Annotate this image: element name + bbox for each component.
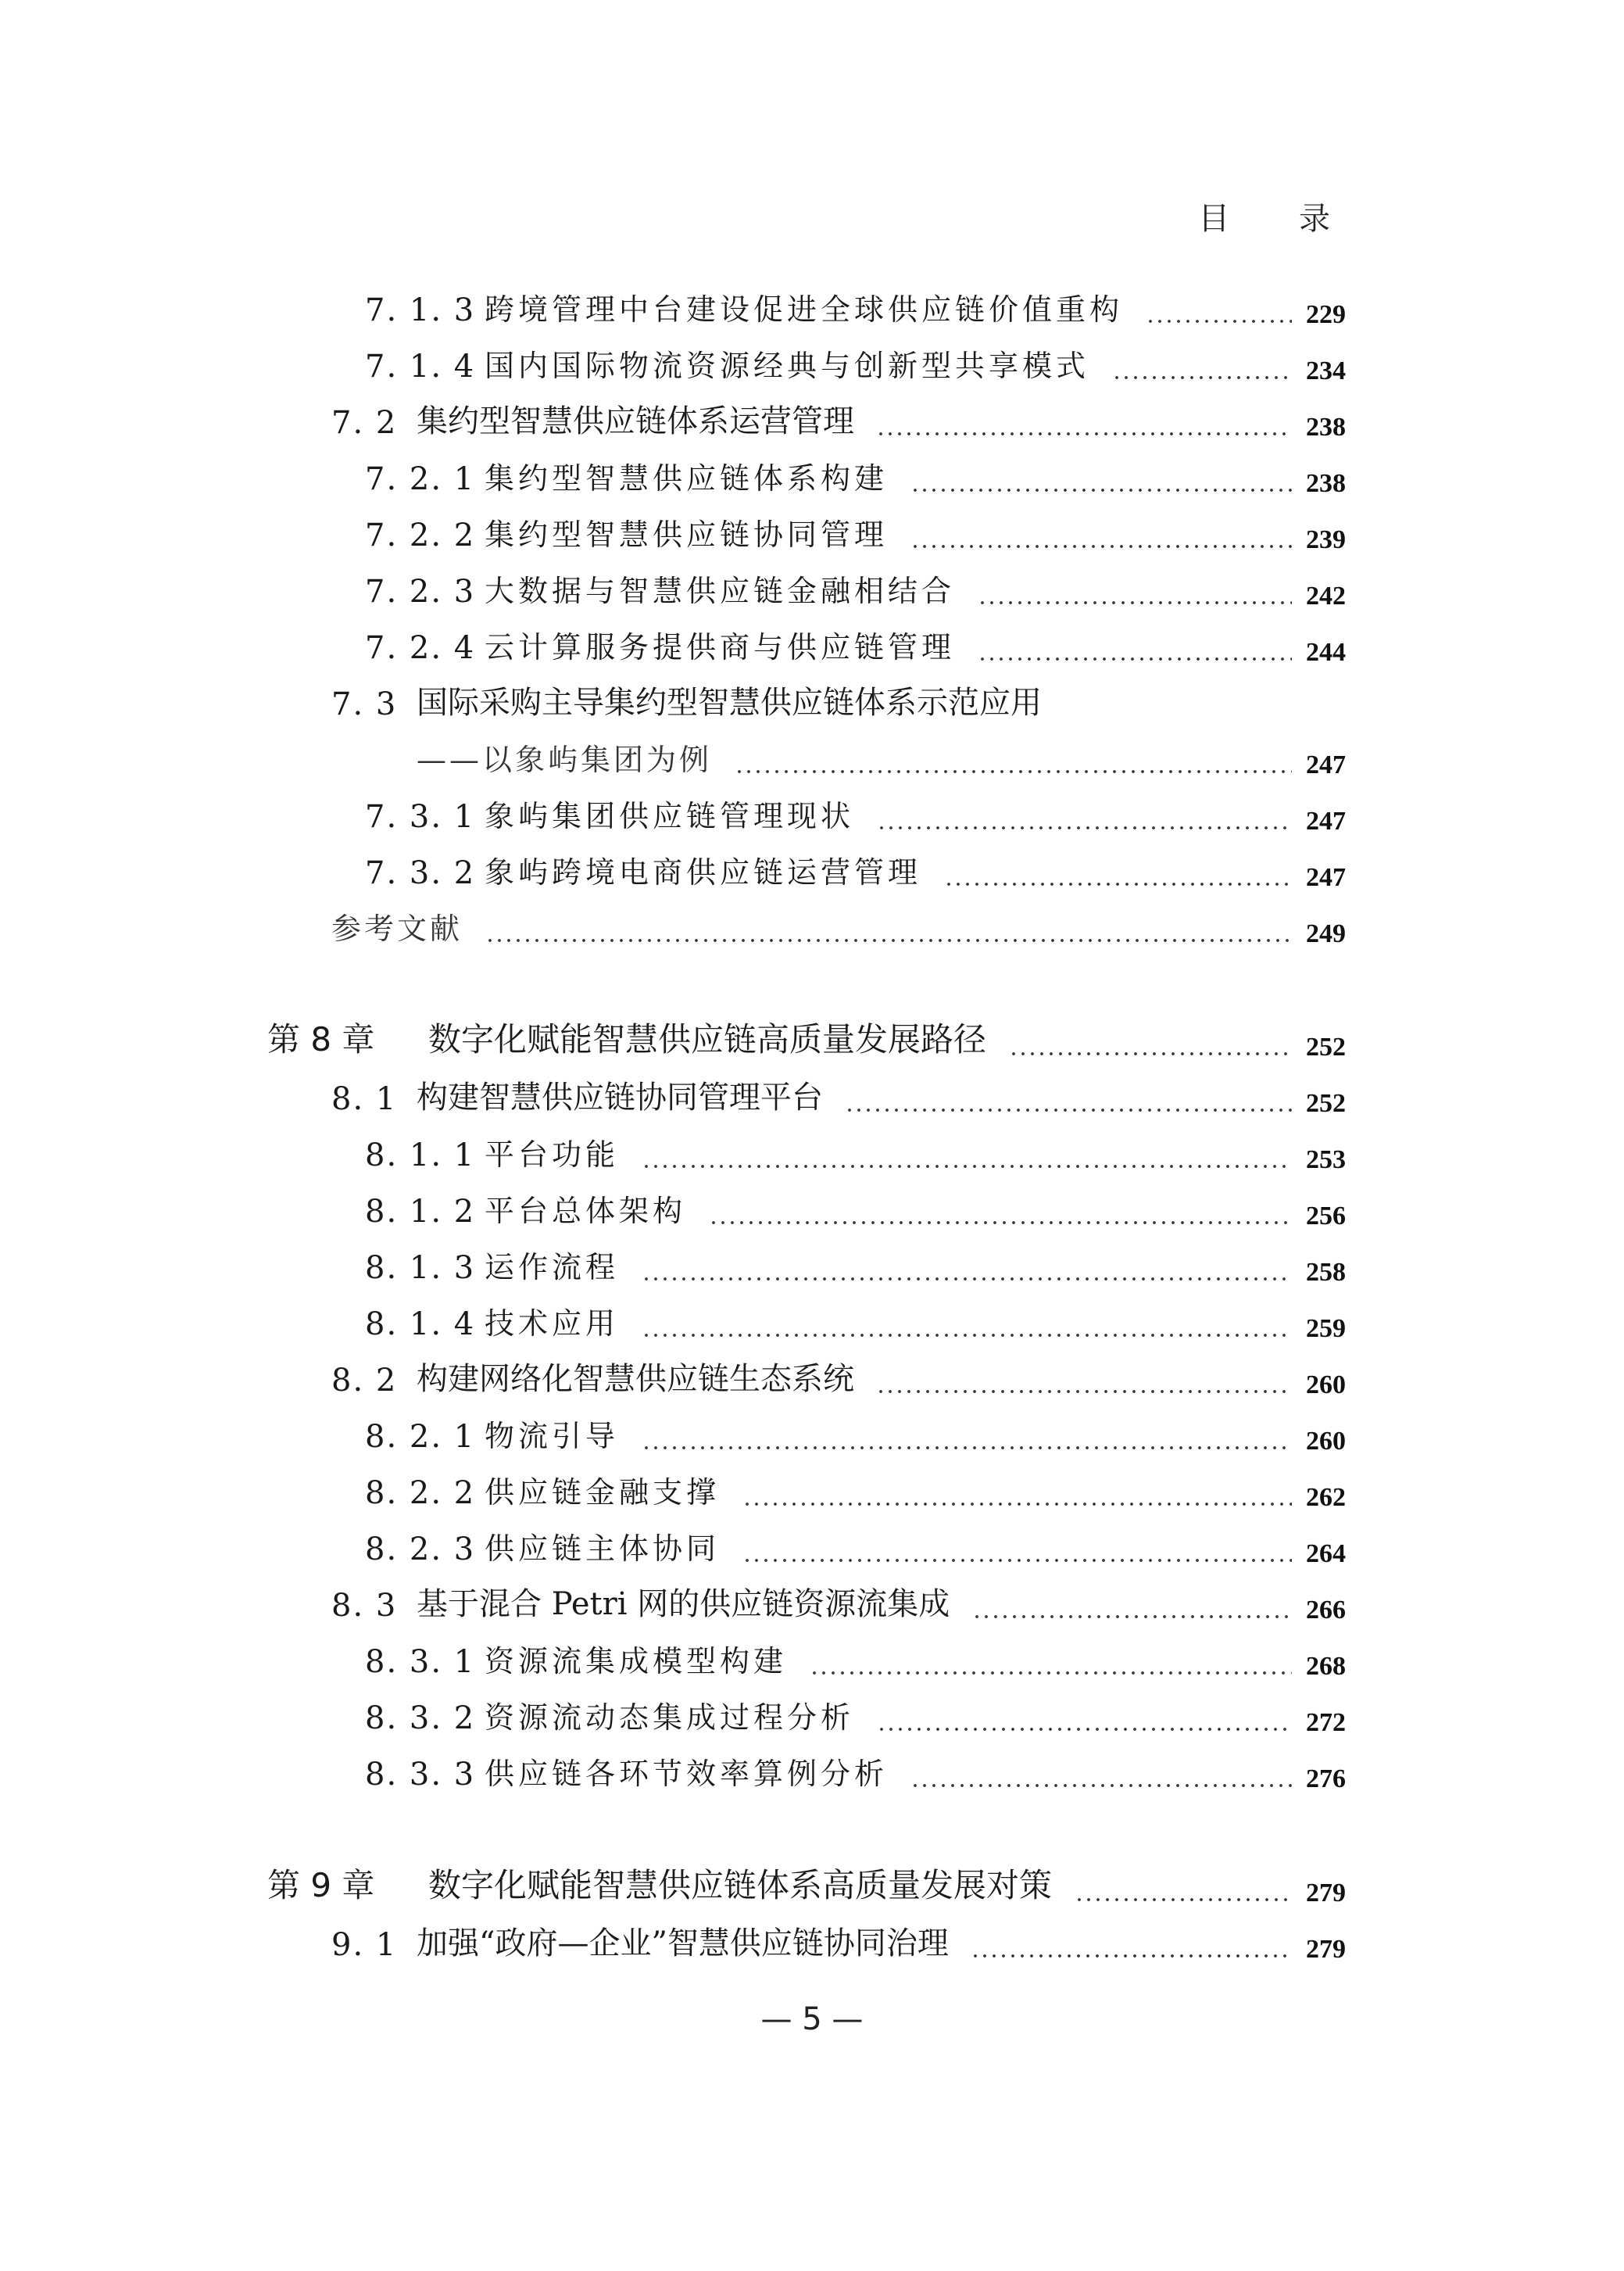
toc-entry-title: 集约型智慧供应链体系运营管理 bbox=[417, 403, 854, 439]
dot-leader bbox=[910, 544, 1292, 549]
toc-entry[interactable] bbox=[0, 843, 1624, 899]
dot-leader bbox=[709, 1220, 1292, 1225]
toc-entry[interactable] bbox=[0, 1406, 1624, 1463]
toc-entry-page: 234 bbox=[1306, 356, 1346, 385]
toc-entry-number: 7. 3. 1 bbox=[365, 799, 476, 835]
toc-entry-number: 8. 1. 4 bbox=[365, 1306, 476, 1342]
toc-entry-number: 7. 2. 3 bbox=[365, 574, 476, 610]
toc-entry[interactable] bbox=[0, 1632, 1624, 1688]
toc-entry-title: 云计算服务提供商与供应链管理 bbox=[485, 630, 956, 664]
dot-leader bbox=[877, 1727, 1292, 1732]
toc-entry-number: 8. 2. 1 bbox=[365, 1419, 476, 1455]
toc-entry[interactable] bbox=[0, 1012, 1624, 1069]
toc-entry-page: 272 bbox=[1306, 1708, 1346, 1737]
toc-entry-title: 大数据与智慧供应链金融相结合 bbox=[485, 574, 956, 608]
toc-entry-title: 运作流程 bbox=[485, 1250, 620, 1284]
toc-entry-page: 264 bbox=[1306, 1539, 1346, 1568]
toc-entry-title: 平台功能 bbox=[485, 1137, 620, 1172]
toc-entry-title: 构建网络化智慧供应链生态系统 bbox=[417, 1361, 854, 1397]
toc-entry-page: 260 bbox=[1306, 1427, 1346, 1456]
toc-entry-page: 253 bbox=[1306, 1145, 1346, 1174]
toc-entry[interactable] bbox=[0, 336, 1624, 392]
toc-entry-page: 247 bbox=[1306, 863, 1346, 892]
toc-entry-number: 8. 2. 3 bbox=[365, 1531, 476, 1567]
toc-entry-number: 7. 1. 4 bbox=[365, 349, 476, 385]
toc-entry[interactable] bbox=[0, 1575, 1624, 1632]
toc-entry-number: 8. 1. 2 bbox=[365, 1194, 476, 1230]
toc-entry-title: 国内国际物流资源经典与创新型共享模式 bbox=[485, 349, 1090, 383]
dot-leader bbox=[642, 1164, 1292, 1169]
toc-entry-number: 第 9 章 bbox=[267, 1866, 375, 1904]
toc-entry[interactable] bbox=[0, 730, 1624, 786]
toc-entry-number: 8. 1. 3 bbox=[365, 1250, 476, 1286]
toc-entry-number: 7. 2. 2 bbox=[365, 518, 476, 553]
toc-entry[interactable] bbox=[0, 1519, 1624, 1575]
page-number: — 5 — bbox=[760, 2001, 864, 2037]
toc-entry-page: 262 bbox=[1306, 1483, 1346, 1512]
toc-entry-title: 基于混合 Petri 网的供应链资源流集成 bbox=[417, 1586, 950, 1622]
dot-leader bbox=[1009, 1051, 1292, 1056]
toc-entry-page: 244 bbox=[1306, 638, 1346, 667]
toc-entry-page: 256 bbox=[1306, 1202, 1346, 1230]
toc-entry-page: 258 bbox=[1306, 1258, 1346, 1287]
toc-entry-page: 239 bbox=[1306, 525, 1346, 554]
dot-leader bbox=[978, 657, 1292, 661]
toc-entry-title: 供应链主体协同 bbox=[485, 1531, 721, 1566]
toc-entry-page: 242 bbox=[1306, 582, 1346, 611]
toc-entry[interactable] bbox=[0, 561, 1624, 618]
toc-entry-page: 238 bbox=[1306, 469, 1346, 498]
toc-entry[interactable] bbox=[0, 505, 1624, 561]
toc-entry-number: 8. 3. 2 bbox=[365, 1700, 476, 1736]
toc-entry-number: 8. 1 bbox=[331, 1081, 398, 1117]
toc-entry-title: 跨境管理中台建设促进全球供应链价值重构 bbox=[485, 292, 1124, 327]
dot-leader bbox=[742, 1558, 1292, 1563]
toc-entry-page: 276 bbox=[1306, 1764, 1346, 1793]
toc-entry[interactable] bbox=[0, 1069, 1624, 1125]
toc-entry-number: 7. 2. 1 bbox=[365, 461, 476, 497]
toc-entry-page: 238 bbox=[1306, 413, 1346, 442]
dot-leader bbox=[642, 1277, 1292, 1281]
dot-leader bbox=[845, 1108, 1292, 1112]
dot-leader bbox=[910, 1783, 1292, 1788]
toc-entry-page: 279 bbox=[1306, 1935, 1346, 1964]
toc-entry-number: 7. 3. 2 bbox=[365, 855, 476, 891]
dot-leader bbox=[972, 1614, 1292, 1619]
toc-entry-page: 279 bbox=[1306, 1879, 1346, 1907]
toc-entry-title: 集约型智慧供应链体系构建 bbox=[485, 461, 889, 496]
toc-entry-title: 数字化赋能智慧供应链高质量发展路径 bbox=[428, 1020, 987, 1058]
toc-entry-page: 247 bbox=[1306, 807, 1346, 836]
toc-entry-page: 249 bbox=[1306, 919, 1346, 948]
toc-entry[interactable] bbox=[0, 1238, 1624, 1294]
toc-entry-title: 物流引导 bbox=[485, 1419, 620, 1453]
toc-entry-title: 构建智慧供应链协同管理平台 bbox=[417, 1080, 823, 1116]
toc-entry-number: 7. 1. 3 bbox=[365, 292, 476, 328]
toc-entry[interactable] bbox=[0, 1294, 1624, 1350]
toc-entry-title: 技术应用 bbox=[485, 1306, 620, 1341]
toc-entry-number: 8. 1. 1 bbox=[365, 1137, 476, 1173]
toc-entry-number: 7. 2. 4 bbox=[365, 630, 476, 666]
toc-entry[interactable] bbox=[0, 1688, 1624, 1744]
dot-leader bbox=[876, 432, 1292, 436]
dot-leader bbox=[735, 769, 1292, 774]
toc-entry-title: 供应链各环节效率算例分析 bbox=[485, 1757, 889, 1791]
toc-entry-title: 供应链金融支撑 bbox=[485, 1475, 721, 1510]
dot-leader bbox=[642, 1333, 1292, 1338]
toc-entry[interactable] bbox=[0, 899, 1624, 955]
dot-leader bbox=[877, 826, 1292, 830]
running-header: 目 录 bbox=[1198, 201, 1360, 237]
toc-entry[interactable] bbox=[0, 1125, 1624, 1181]
toc-entry-number: 8. 3. 1 bbox=[365, 1644, 476, 1680]
toc-entry[interactable] bbox=[0, 786, 1624, 843]
dot-leader bbox=[1112, 375, 1292, 380]
dot-leader bbox=[1075, 1897, 1292, 1902]
toc-entry-page: 259 bbox=[1306, 1314, 1346, 1343]
toc-entry[interactable] bbox=[0, 618, 1624, 674]
dot-leader bbox=[876, 1389, 1292, 1394]
dot-leader bbox=[810, 1671, 1292, 1675]
toc-entry-page: 229 bbox=[1306, 300, 1346, 329]
toc-entry-number: 8. 3 bbox=[331, 1588, 398, 1624]
toc-entry[interactable] bbox=[0, 1181, 1624, 1238]
toc-entry-page: 252 bbox=[1306, 1033, 1346, 1062]
toc-entry-number: 9. 1 bbox=[331, 1927, 398, 1963]
toc-entry-title: 资源流集成模型构建 bbox=[485, 1644, 788, 1678]
toc-entry[interactable] bbox=[0, 280, 1624, 336]
toc-entry-title: ——以象屿集团为例 bbox=[417, 743, 713, 777]
toc-entry-title: 参考文献 bbox=[331, 912, 463, 946]
toc-entry-page: 252 bbox=[1306, 1089, 1346, 1118]
toc-entry-number: 8. 2. 2 bbox=[365, 1475, 476, 1511]
toc-entry-page: 268 bbox=[1306, 1652, 1346, 1681]
dot-leader bbox=[1146, 319, 1292, 324]
dot-leader bbox=[978, 600, 1292, 605]
toc-entry-page: 247 bbox=[1306, 750, 1346, 779]
toc-entry-number: 8. 2 bbox=[331, 1363, 398, 1399]
toc-entry-title: 象屿集团供应链管理现状 bbox=[485, 799, 855, 833]
toc-entry-number: 7. 3 bbox=[331, 686, 398, 722]
toc-entry[interactable] bbox=[0, 1463, 1624, 1519]
toc-entry-number: 第 8 章 bbox=[267, 1020, 375, 1058]
toc-entry[interactable] bbox=[0, 1858, 1624, 1915]
dot-leader bbox=[485, 938, 1292, 943]
dot-leader bbox=[910, 488, 1292, 493]
toc-entry-title: 加强“政府—企业”智慧供应链协同治理 bbox=[417, 1925, 949, 1961]
toc-entry-title: 数字化赋能智慧供应链体系高质量发展对策 bbox=[428, 1866, 1053, 1904]
dot-leader bbox=[971, 1954, 1292, 1958]
toc-entry[interactable] bbox=[0, 1744, 1624, 1800]
toc-entry-number: 8. 3. 3 bbox=[365, 1757, 476, 1793]
toc-entry-number: 7. 2 bbox=[331, 405, 398, 441]
toc-entry-page: 260 bbox=[1306, 1370, 1346, 1399]
toc-entry-page: 266 bbox=[1306, 1596, 1346, 1624]
toc-entry[interactable] bbox=[0, 1915, 1624, 1971]
toc-entry-title: 平台总体架构 bbox=[485, 1194, 687, 1228]
toc-entry[interactable] bbox=[0, 392, 1624, 449]
toc-entry[interactable] bbox=[0, 449, 1624, 505]
dot-leader bbox=[742, 1502, 1292, 1506]
dot-leader bbox=[944, 882, 1292, 887]
toc-entry-title: 国际采购主导集约型智慧供应链体系示范应用 bbox=[417, 685, 1042, 721]
toc-entry[interactable] bbox=[0, 1350, 1624, 1406]
toc-entry-title: 集约型智慧供应链协同管理 bbox=[485, 518, 889, 552]
dot-leader bbox=[642, 1445, 1292, 1450]
toc-entry-title: 象屿跨境电商供应链运营管理 bbox=[485, 855, 922, 890]
toc-entry-title: 资源流动态集成过程分析 bbox=[485, 1700, 855, 1735]
toc-entry[interactable] bbox=[0, 674, 1624, 730]
